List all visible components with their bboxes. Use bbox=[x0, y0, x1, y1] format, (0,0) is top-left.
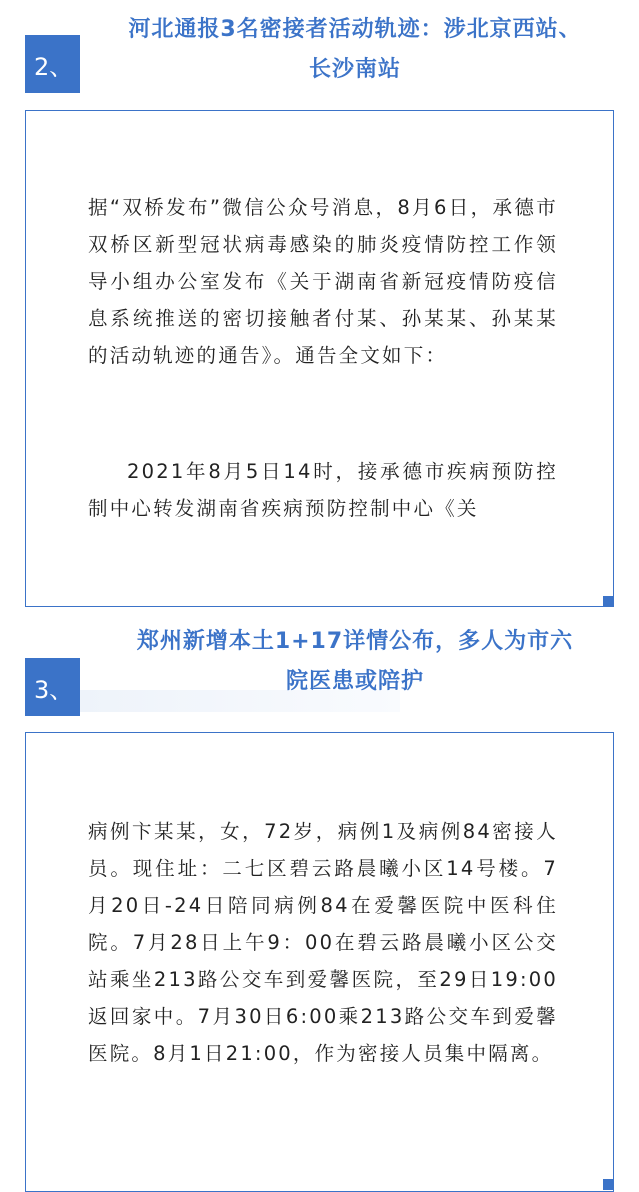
section-number-badge bbox=[25, 35, 80, 93]
section-title-line: 长沙南站 bbox=[308, 57, 401, 82]
section-title-line: 郑州新增本土1+17详情公布，多人为市六 bbox=[136, 629, 574, 654]
section-title bbox=[95, 10, 615, 90]
section-title bbox=[95, 622, 615, 702]
section-title-line: 河北通报3名密接者活动轨迹：涉北京西站、 bbox=[128, 17, 582, 42]
section-number-badge bbox=[25, 658, 80, 716]
section-title-line: 院医患或陪护 bbox=[285, 669, 424, 694]
article-paragraph: 病例卞某某，女，72岁，病例1及病例84密接人员。现住址：二七区碧云路晨曦小区14号楼。7月20日-24日陪同病例84在爱馨医院中医科住院。7月28日上午9：00在碧云路晨曦小区公交站乘坐213路公交车到爱馨医院，至29日19:00返回家中。7月30日6:00乘213路公交车到爱馨医院。8月1日21:00，作为密接人员集中隔离。 bbox=[88, 820, 558, 1065]
card-corner-marker bbox=[603, 596, 614, 607]
article-paragraph: 2021年8月5日14时，接承德市疾病预防控制中心转发湖南省疾病预防控制中心《关 bbox=[88, 460, 558, 520]
card-corner-marker bbox=[603, 1179, 614, 1190]
section-number: 3、 bbox=[34, 675, 74, 704]
section-number: 2、 bbox=[34, 52, 74, 81]
article-card bbox=[25, 732, 614, 1192]
article-card bbox=[25, 110, 614, 607]
article-paragraph: 据“双桥发布”微信公众号消息，8月6日，承德市双桥区新型冠状病毒感染的肺炎疫情防控工作领导小组办公室发布《关于湖南省新冠疫情防疫信息系统推送的密切接触者付某、孙某某、孙某某的活动轨迹的通告》。通告全文如下： bbox=[88, 196, 558, 367]
